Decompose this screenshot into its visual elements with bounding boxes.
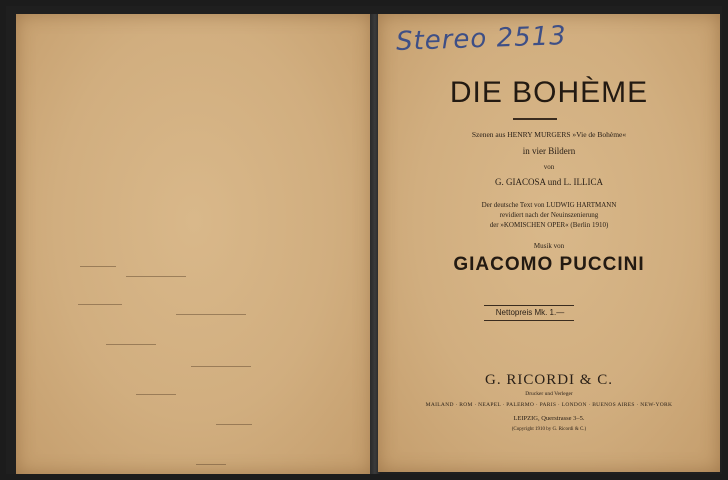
price-label: Nettopreis Mk. 1.— [495, 308, 565, 317]
title-page [378, 14, 720, 472]
subtitle-scenes: Szenen aus HENRY MURGERS »Vie de Bohème« [471, 130, 627, 139]
music-by-label: Musik von [533, 242, 565, 250]
title-divider [513, 118, 557, 120]
subtitle-acts: in vier Bildern [522, 146, 576, 156]
price-rule-top [484, 305, 574, 306]
librettists: G. GIACOSA und L. ILLICA [495, 177, 603, 187]
publisher-subtitle: Drucker und Verleger [525, 391, 573, 397]
opera-title: DIE BOHÈME [449, 76, 649, 109]
copyright-notice: (Copyright 1910 by G. Ricordi & C.) [511, 427, 587, 432]
price-rule-bottom [484, 320, 574, 321]
left-page [16, 14, 372, 474]
translation-line-2: revidiert nach der Neuinszenierung [499, 211, 599, 219]
handwritten-note: Stereo 2513 [395, 21, 568, 57]
publisher-address: LEIPZIG, Querstrasse 3–5. [513, 415, 585, 422]
composer-name: GIACOMO PUCCINI [453, 254, 645, 275]
translation-line-3: der »KOMISCHEN OPER« (Berlin 1910) [489, 221, 609, 229]
publisher-name: G. RICORDI & C. [485, 372, 613, 388]
translation-line-1: Der deutsche Text von LUDWIG HARTMANN [481, 201, 617, 209]
publisher-cities: MAILAND · ROM · NEAPEL · PALERMO · PARIS · LONDON · BUENOS AIRES · NEW-YORK [425, 402, 673, 408]
book-spread [6, 6, 722, 474]
subtitle-von: von [543, 163, 555, 171]
